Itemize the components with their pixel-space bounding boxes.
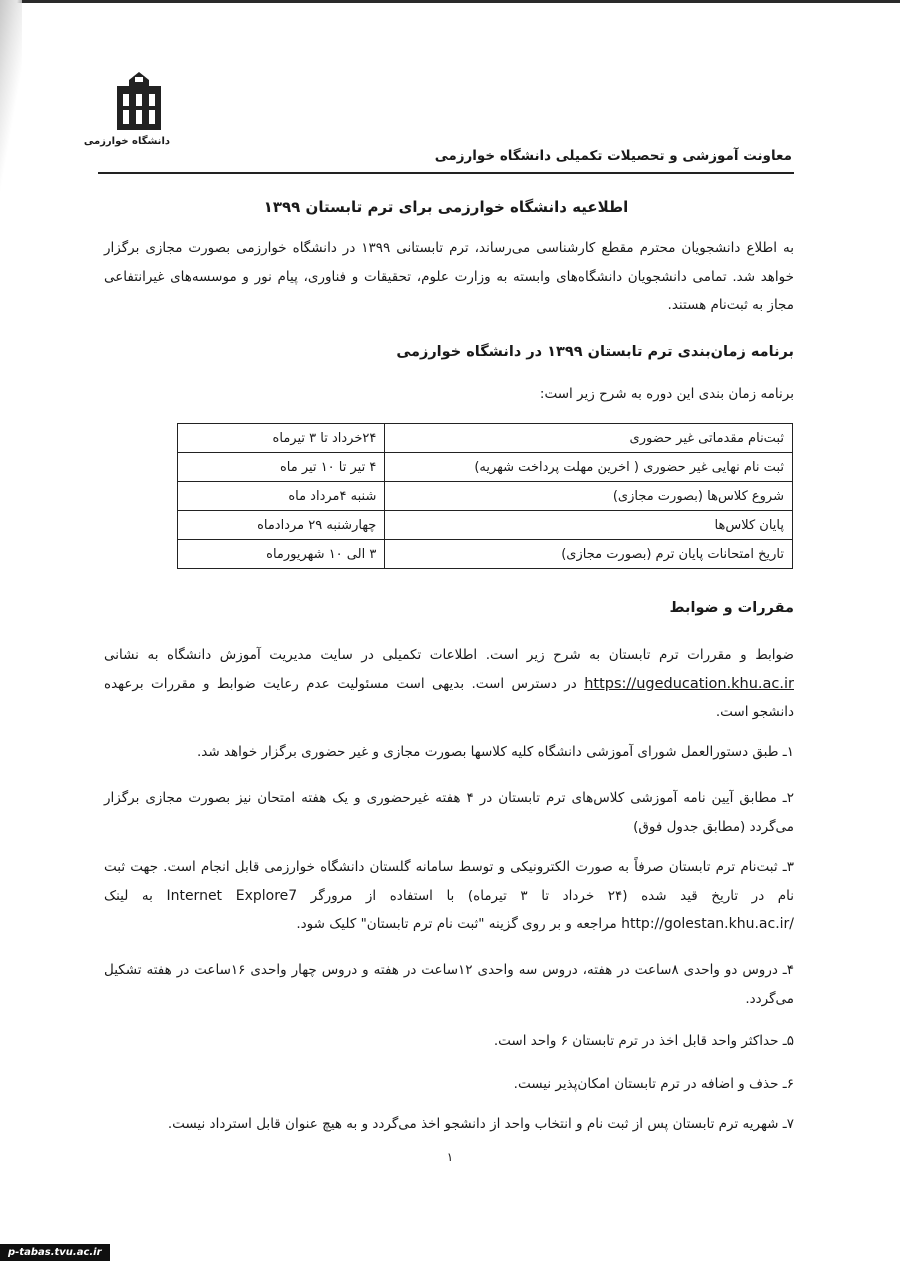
table-row [178, 453, 793, 482]
rule-item-3-text: ۳ـ ثبت‌نام ترم تابستان صرفاً به صورت الکترونیکی و توسط سامانه گلستان دانشگاه خوارزمی قابل انجام است. جهت ثبت نام در تاریخ قید شده (۲۴ خرداد تا ۳ تیرماه) با استفاده از مرورگر [104, 859, 794, 904]
rule-item-3 [104, 853, 794, 939]
table-row [178, 482, 793, 511]
rule-item-1: ۱ـ طبق دستورالعمل شورای آموزشی دانشگاه کلیه کلاسها بصورت مجازی و غیر حضوری برگزار خواهد شد. [196, 744, 794, 760]
rules-intro-text-end: در دسترس است. بدیهی است مسئولیت عدم رعایت ضوابط و مقررات برعهده دانشجو است. [104, 675, 794, 720]
table-row [178, 424, 793, 453]
page-title: اطلاعیه دانشگاه خوارزمی برای ترم تابستان ۱۳۹۹ [263, 198, 629, 216]
rule-item-6: ۶ـ حذف و اضافه در ترم تابستان امکان‌پذیر نیست. [513, 1076, 794, 1092]
schedule-event: پایان کلاس‌ها [385, 511, 793, 540]
schedule-date: شنبه ۴مرداد ماه [178, 482, 385, 511]
schedule-event: ثبت نام نهایی غیر حضوری ( اخرین مهلت پرداخت شهریه) [385, 453, 793, 482]
source-watermark: p-tabas.tvu.ac.ir [0, 1244, 110, 1261]
header-title: معاونت آموزشی و تحصیلات تکمیلی دانشگاه خوارزمی [434, 148, 792, 164]
schedule-date: ۴ تیر تا ۱۰ تیر ماه [178, 453, 385, 482]
schedule-date: ۳ الی ۱۰ شهریورماه [178, 540, 385, 569]
intro-paragraph: به اطلاع دانشجویان محترم مقطع کارشناسی می‌رساند، ترم تابستانی ۱۳۹۹ در دانشگاه خوارزمی بصورت مجازی برگزار خواهد شد. تمامی دانشجویان دانشگاه‌های وابسته به وزارت علوم، تحقیقات و فناوری، پیام نور و موسسه‌های غیرانتفاعی مجاز به ثبت‌نام هستند. [104, 240, 794, 313]
logo-emblem-icon [113, 72, 165, 134]
university-logo [83, 72, 170, 154]
schedule-table [177, 423, 793, 569]
browser-name: Internet Explore7 [166, 887, 298, 904]
rule-item-7: ۷ـ شهریه ترم تابستان پس از ثبت نام و انتخاب واحد از دانشجو اخذ می‌گردد و به هیچ عنوان قابل استرداد نیست. [167, 1116, 794, 1132]
header-divider [98, 172, 794, 174]
golestan-link[interactable]: http://golestan.khu.ac.ir/ [621, 916, 794, 932]
rules-intro-text: ضوابط و مقررات ترم تابستان به شرح زیر است. اطلاعات تکمیلی در سایت مدیریت آموزش دانشگاه به نشانی [104, 647, 794, 663]
schedule-event: شروع کلاس‌ها (بصورت مجازی) [385, 482, 793, 511]
schedule-heading: برنامه زمان‌بندی ترم تابستان ۱۳۹۹ در دانشگاه خوارزمی [396, 344, 794, 360]
schedule-event: تاریخ امتحانات پایان ترم (بصورت مجازی) [385, 540, 793, 569]
rules-intro-paragraph [104, 641, 794, 727]
scan-shadow [0, 0, 22, 200]
rule-item-2: ۲ـ مطابق آیین نامه آموزشی کلاس‌های ترم تابستان در ۴ هفته غیرحضوری و یک هفته امتحان نیز بصورت مجازی برگزار می‌گردد (مطابق جدول فوق) [104, 790, 794, 835]
schedule-date: ۲۴خرداد تا ۳ تیرماه [178, 424, 385, 453]
schedule-intro: برنامه زمان بندی این دوره به شرح زیر است: [539, 386, 794, 402]
table-row [178, 540, 793, 569]
scan-border [0, 0, 900, 3]
rule-item-3-text-mid: به لینک [104, 887, 153, 904]
rules-heading: مقررات و ضوابط [669, 600, 794, 616]
rule-item-4: ۴ـ دروس دو واحدی ۸ساعت در هفته، دروس سه واحدی ۱۲ساعت در هفته و دروس چهار واحدی ۱۶ساعت در هفته تشکیل می‌گردد. [104, 962, 795, 1007]
ugeducation-link[interactable]: https://ugeducation.khu.ac.ir [584, 675, 794, 692]
table-row [178, 511, 793, 540]
rule-item-3-text-end: مراجعه و بر روی گزینه "ثبت نام ترم تابستان" کلیک شود. [296, 916, 617, 932]
schedule-date: چهارشنبه ۲۹ مردادماه [178, 511, 385, 540]
rule-item-5: ۵ـ حداکثر واحد قابل اخذ در ترم تابستان ۶ واحد است. [493, 1033, 794, 1049]
schedule-event: ثبت‌نام مقدماتی غیر حضوری [385, 424, 793, 453]
page-number: ۱ [446, 1150, 454, 1164]
logo-caption: دانشگاه خوارزمی [83, 136, 170, 147]
